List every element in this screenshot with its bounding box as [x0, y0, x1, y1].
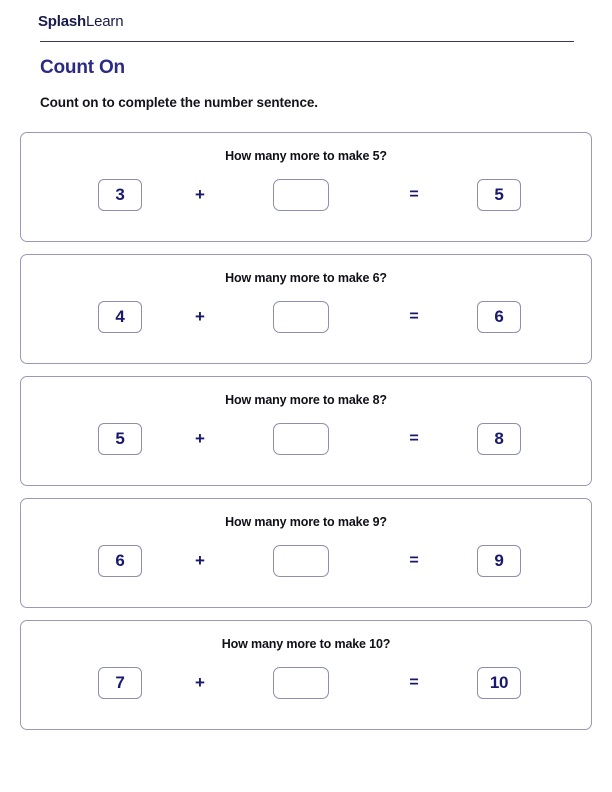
- worksheet-instruction: Count on to complete the number sentence.: [40, 94, 318, 110]
- addend-box: 5: [98, 423, 142, 455]
- plus-icon: +: [195, 673, 205, 693]
- addend-slot: [83, 667, 157, 699]
- sum-slot: [469, 545, 529, 577]
- addend-slot: [83, 545, 157, 577]
- page-header: [18, 0, 594, 42]
- equals-slot: [359, 187, 469, 203]
- logo-text-learn: Learn: [85, 13, 124, 30]
- problem-card: [20, 254, 592, 364]
- equals-slot: [359, 553, 469, 569]
- splashlearn-logo: [38, 14, 574, 29]
- problem-list: [18, 132, 594, 730]
- sum-box: 6: [477, 301, 521, 333]
- logo-text-splash: Splash: [38, 13, 86, 30]
- number-sentence: [21, 529, 591, 607]
- problem-card: [20, 620, 592, 730]
- addend-slot: [83, 179, 157, 211]
- problem-card: [20, 376, 592, 486]
- answer-input[interactable]: [273, 667, 329, 699]
- addend-slot: [83, 301, 157, 333]
- addend-box: 4: [98, 301, 142, 333]
- answer-input[interactable]: [273, 301, 329, 333]
- equals-slot: [359, 431, 469, 447]
- sum-slot: [469, 667, 529, 699]
- answer-slot: [243, 423, 359, 455]
- answer-input[interactable]: [273, 545, 329, 577]
- addend-box: 7: [98, 667, 142, 699]
- sum-slot: [469, 423, 529, 455]
- addend-box: 6: [98, 545, 142, 577]
- problem-question: How many more to make 9?: [225, 514, 387, 529]
- equals-icon: =: [409, 429, 419, 447]
- answer-slot: [243, 301, 359, 333]
- plus-slot: [157, 308, 243, 325]
- problem-question: How many more to make 5?: [225, 148, 387, 163]
- sum-slot: [469, 301, 529, 333]
- problem-question: How many more to make 6?: [225, 270, 387, 285]
- sum-box: 9: [477, 545, 521, 577]
- equals-icon: =: [409, 673, 419, 691]
- problem-card: [20, 132, 592, 242]
- number-sentence: [21, 163, 591, 241]
- problem-question: How many more to make 10?: [221, 636, 391, 651]
- answer-input[interactable]: [273, 179, 329, 211]
- sum-box: 10: [477, 667, 521, 699]
- plus-icon: +: [195, 307, 205, 327]
- sum-box: 5: [477, 179, 521, 211]
- sum-box: 8: [477, 423, 521, 455]
- equals-slot: [359, 675, 469, 691]
- plus-icon: +: [195, 429, 205, 449]
- number-sentence: [21, 407, 591, 485]
- number-sentence: [21, 651, 591, 729]
- answer-slot: [243, 179, 359, 211]
- addend-slot: [83, 423, 157, 455]
- plus-icon: +: [195, 185, 205, 205]
- plus-slot: [157, 552, 243, 569]
- equals-icon: =: [409, 307, 419, 325]
- page-title: Count On: [40, 57, 125, 78]
- plus-icon: +: [195, 551, 205, 571]
- equals-icon: =: [409, 551, 419, 569]
- plus-slot: [157, 186, 243, 203]
- equals-slot: [359, 309, 469, 325]
- answer-slot: [243, 545, 359, 577]
- plus-slot: [157, 674, 243, 691]
- title-block: [18, 42, 594, 110]
- addend-box: 3: [98, 179, 142, 211]
- plus-slot: [157, 430, 243, 447]
- equals-icon: =: [409, 185, 419, 203]
- number-sentence: [21, 285, 591, 363]
- problem-card: [20, 498, 592, 608]
- answer-input[interactable]: [273, 423, 329, 455]
- problem-question: How many more to make 8?: [225, 392, 387, 407]
- answer-slot: [243, 667, 359, 699]
- sum-slot: [469, 179, 529, 211]
